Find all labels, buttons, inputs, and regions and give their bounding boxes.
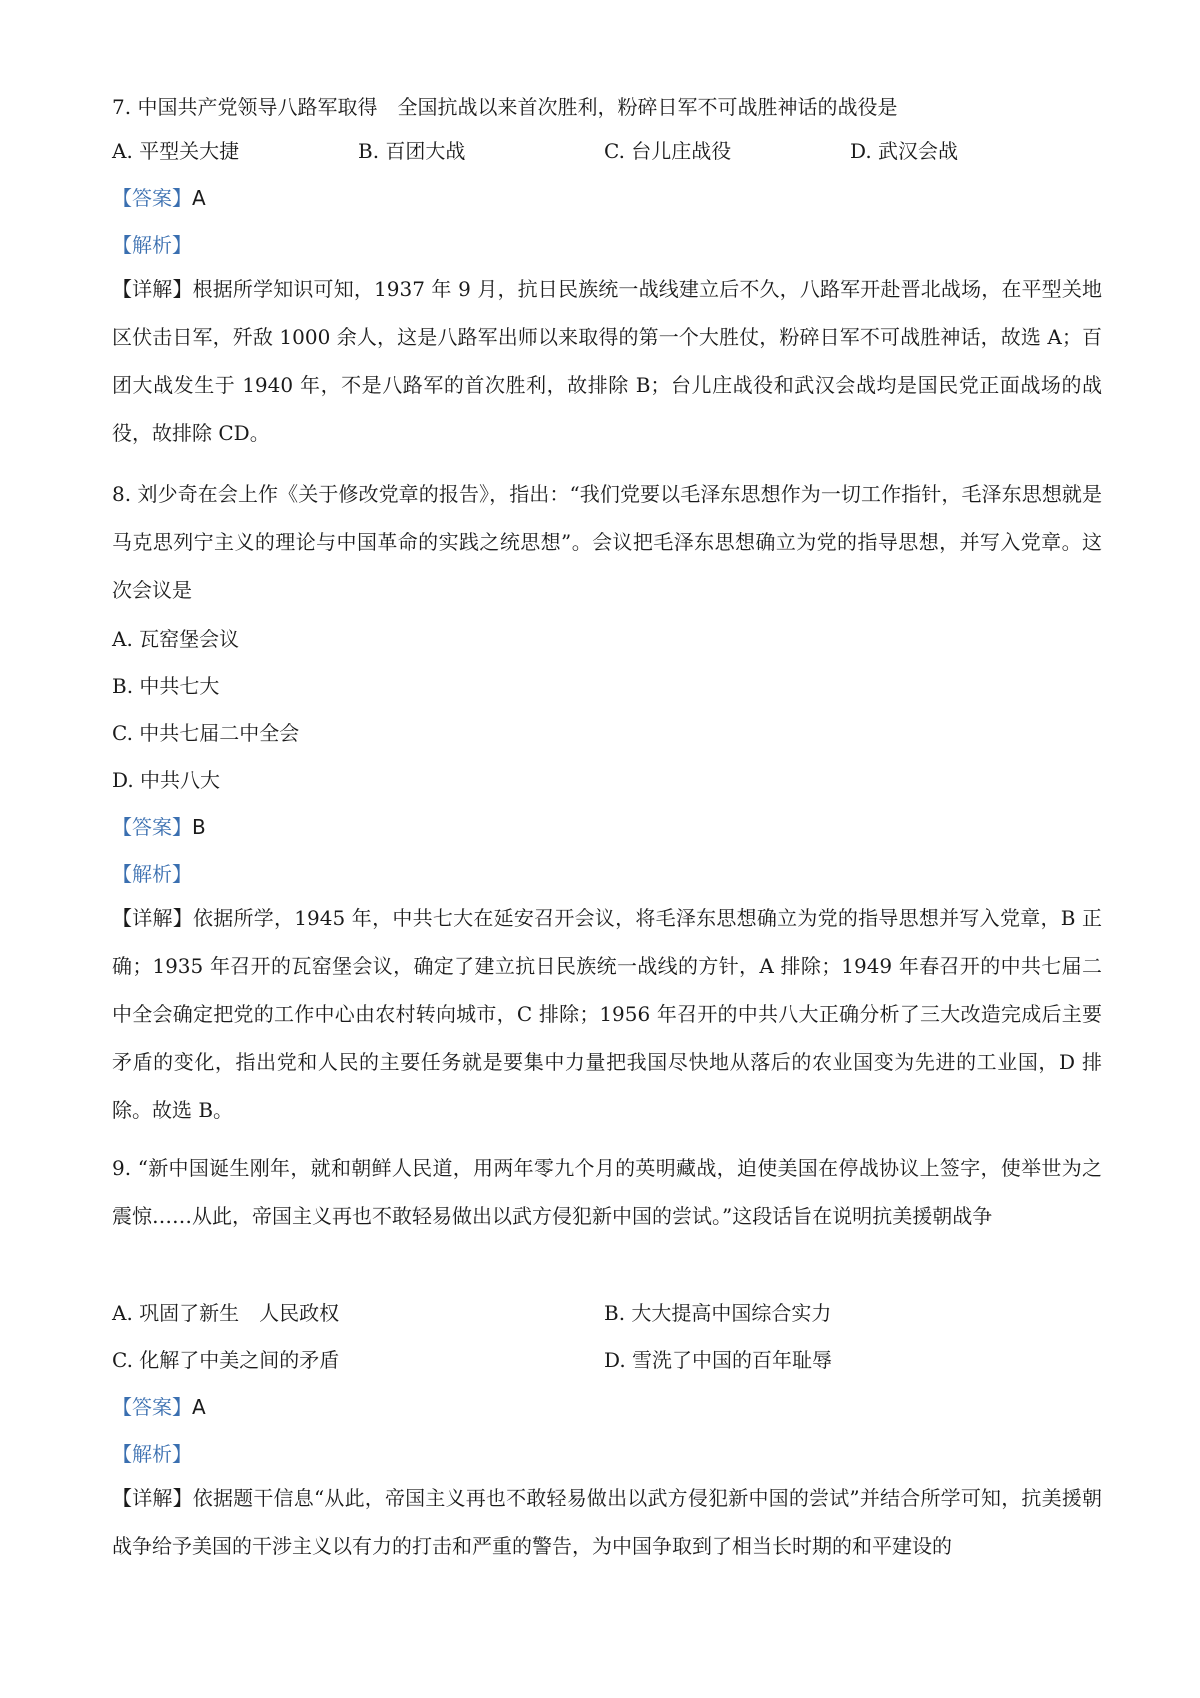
q8-detail xyxy=(112,894,1102,1134)
q8-stem: 8. 刘少奇在会上作《关于修改党章的报告》，指出：“我们党要以毛泽东思想作为一切工作指针，毛泽东思想就是马克思列宁主义的理论与中国革命的实践之统思想”。会议把毛泽东思想确立为党的指导思想，并写入党章。这次会议是 xyxy=(112,482,1102,602)
q7-detail xyxy=(112,265,1102,457)
detail-text: 根据所学知识可知，1937 年 9 月，抗日民族统一战线建立后不久，八路军开赴晋北战场，在平型关地区伏击日军，歼敌 1000 余人，这是八路军出师以来取得的第一个大胜仗，粉碎日军不可战胜神话，故选 A；百团大战发生于 1940 年，不是八路军的首次胜利，故排除 B；台儿庄战役和武汉会战均是国民党正面战场的战役，故排除 CD。 xyxy=(112,277,1102,445)
answer-tag: 【答案】 xyxy=(112,186,192,210)
analysis-tag: 【解析】 xyxy=(112,1442,192,1466)
q9-option-c: C. 化解了中美之间的矛盾 xyxy=(112,1348,340,1372)
q8-option-d: D. 中共八大 xyxy=(112,768,221,792)
detail-tag: 【详解】 xyxy=(112,277,193,301)
q8-option-c: C. 中共七届二中全会 xyxy=(112,721,300,745)
q9-analysis xyxy=(112,1439,192,1469)
q7-stem: 7. 中国共产党领导八路军取得 全国抗战以来首次胜利，粉碎日军不可战胜神话的战役是 xyxy=(112,95,898,119)
q7-option-b: B. 百团大战 xyxy=(358,139,466,163)
answer-value: B xyxy=(192,815,206,839)
q9-answer xyxy=(112,1392,206,1422)
analysis-tag: 【解析】 xyxy=(112,233,192,257)
q7-option-c: C. 台儿庄战役 xyxy=(604,139,732,163)
detail-tag: 【详解】 xyxy=(112,1486,193,1510)
q8-answer xyxy=(112,812,206,842)
analysis-tag: 【解析】 xyxy=(112,862,192,886)
detail-text: 依据题干信息“从此，帝国主义再也不敢轻易做出以武方侵犯新中国的尝试”并结合所学可知，抗美援朝战争给予美国的干涉主义以有力的打击和严重的警告，为中国争取到了相当长时期的和平建设的 xyxy=(112,1486,1102,1558)
q8-option-b: B. 中共七大 xyxy=(112,674,220,698)
q9-option-a: A. 巩固了新生 人民政权 xyxy=(112,1301,340,1325)
q8-option-a: A. 瓦窑堡会议 xyxy=(112,627,240,651)
q7-answer xyxy=(112,183,206,213)
answer-value: A xyxy=(192,1395,206,1419)
detail-tag: 【详解】 xyxy=(112,906,194,930)
detail-text: 依据所学，1945 年，中共七大在延安召开会议，将毛泽东思想确立为党的指导思想并写入党章，B 正确；1935 年召开的瓦窑堡会议，确定了建立抗日民族统一战线的方针，A 排除；1949 年春召开的中共七届二中全会确定把党的工作中心由农村转向城市，C 排除；1956 年召开的中共八大正确分析了三大改造完成后主要矛盾的变化，指出党和人民的主要任务就是要集中力量把我国尽快地从落后的农业国变为先进的工业国，D 排除。故选 B。 xyxy=(112,906,1103,1122)
q9-option-d: D. 雪洗了中国的百年耻辱 xyxy=(604,1348,833,1372)
q9-stem: 9. “新中国诞生刚年，就和朝鲜人民道，用两年零九个月的英明藏战，迫使美国在停战协议上签字，使举世为之震惊……从此，帝国主义再也不敢轻易做出以武方侵犯新中国的尝试。”这段话旨在说明抗美援朝战争 xyxy=(112,1156,1102,1228)
q9-detail xyxy=(112,1474,1102,1570)
q9-option-b: B. 大大提高中国综合实力 xyxy=(604,1301,832,1325)
q7-option-a: A. 平型关大捷 xyxy=(112,139,240,163)
q7-option-d: D. 武汉会战 xyxy=(850,139,959,163)
answer-tag: 【答案】 xyxy=(112,815,192,839)
q8-analysis xyxy=(112,859,192,889)
q7-analysis xyxy=(112,230,192,260)
answer-tag: 【答案】 xyxy=(112,1395,192,1419)
answer-value: A xyxy=(192,186,206,210)
